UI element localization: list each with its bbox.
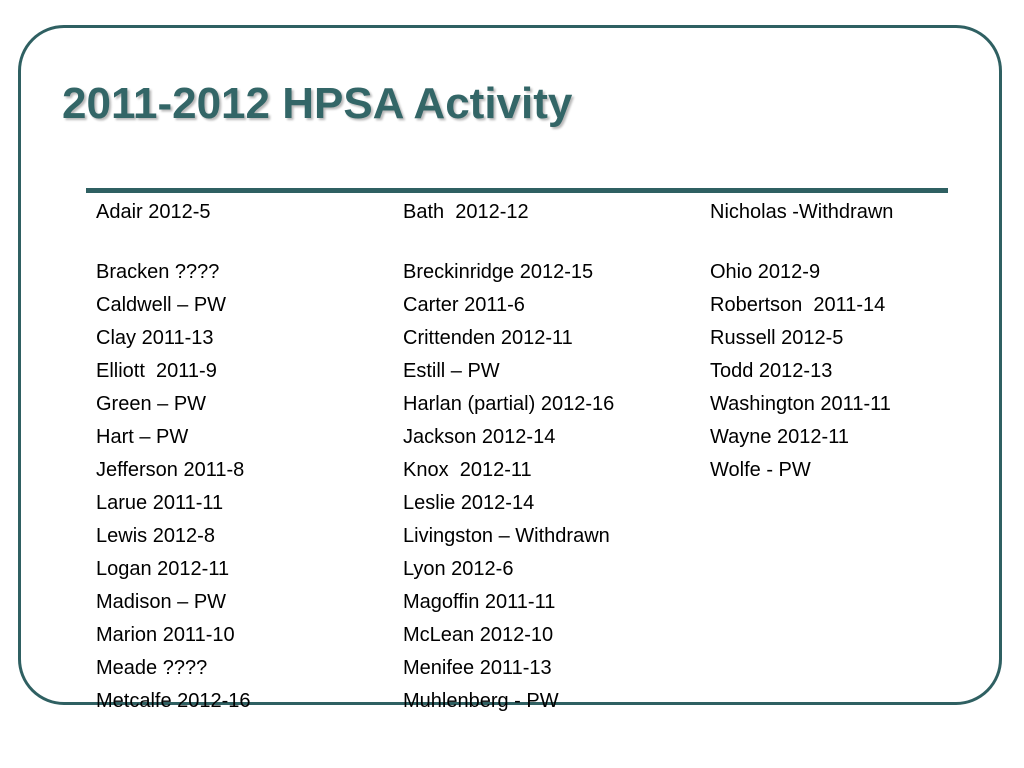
county-entry: Green – PW [96, 393, 207, 415]
county-entry: Clay 2011-13 [96, 327, 214, 349]
slide-title: 2011-2012 HPSA Activity [62, 79, 573, 128]
county-entry: Caldwell – PW [96, 294, 227, 316]
county-entry: Logan 2012-11 [96, 558, 230, 580]
county-entry: Russell 2012-5 [710, 327, 844, 349]
county-entry: Jefferson 2011-8 [96, 459, 245, 481]
county-entry: Magoffin 2011-11 [403, 591, 556, 613]
county-entry: Madison – PW [96, 591, 227, 613]
county-entry: Estill – PW [403, 360, 500, 382]
county-entry: Meade ???? [96, 657, 208, 679]
county-entry: Muhlenberg - PW [403, 690, 559, 712]
county-entry: Harlan (partial) 2012-16 [403, 393, 615, 415]
county-entry: Bracken ???? [96, 261, 220, 283]
county-entry: Knox 2012-11 [403, 459, 532, 481]
county-entry: Leslie 2012-14 [403, 492, 535, 514]
county-entry: Washington 2011-11 [710, 393, 891, 415]
county-entry: Todd 2012-13 [710, 360, 833, 382]
county-entry: Livingston – Withdrawn [403, 525, 610, 547]
county-entry: Carter 2011-6 [403, 294, 525, 316]
county-entry: Larue 2011-11 [96, 492, 224, 514]
county-column-3 [710, 196, 893, 487]
county-entry: Menifee 2011-13 [403, 657, 552, 679]
county-entry: Lewis 2012-8 [96, 525, 215, 547]
county-entry: Metcalfe 2012-16 [96, 690, 251, 712]
county-column-2 [403, 196, 614, 718]
county-entry: Adair 2012-5 [96, 201, 211, 223]
county-entry: Hart – PW [96, 426, 189, 448]
county-column-1 [96, 196, 251, 718]
title-divider [86, 188, 948, 193]
county-entry: Crittenden 2012-11 [403, 327, 573, 349]
county-entry: McLean 2012-10 [403, 624, 554, 646]
county-entry: Wayne 2012-11 [710, 426, 849, 448]
county-entry: Marion 2011-10 [96, 624, 235, 646]
county-entry: Lyon 2012-6 [403, 558, 514, 580]
county-entry: Ohio 2012-9 [710, 261, 821, 283]
county-entry: Nicholas -Withdrawn [710, 201, 894, 223]
county-entry: Breckinridge 2012-15 [403, 261, 594, 283]
county-entry: Elliott 2011-9 [96, 360, 217, 382]
county-entry: Bath 2012-12 [403, 201, 529, 223]
county-entry: Wolfe - PW [710, 459, 811, 481]
county-entry: Robertson 2011-14 [710, 294, 886, 316]
county-entry: Jackson 2012-14 [403, 426, 556, 448]
